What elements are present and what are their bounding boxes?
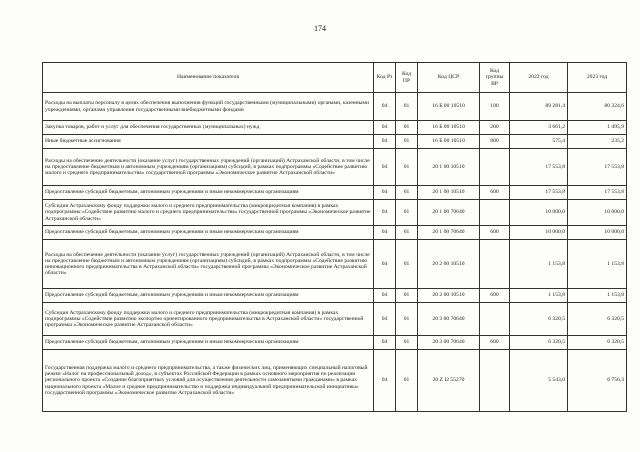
expense-type-code [480,200,510,226]
section-code: 04 [374,226,396,240]
amount-2023: 1 153,8 [568,289,627,303]
row-name: Государственная поддержка малого и среднего предпринимательства, а также физических лиц, применяющих специальный налоговый режим «Налог на профессиональный доход», в субъектах Российской Федерации в рамках основного мероприятия по реализации регионального проекта «Создание благоприятных условий для осуществления деятельности самозанятыми гражданами» в рамках национального проекта «Малое и среднее предпринимательство и поддержка индивидуальной предпринимательской инициативы» государственной программы «Экономическое развитие Астраханской области» [43,350,374,412]
amount-2023: 80 324,6 [568,93,627,121]
row-name: Иные бюджетные ассигнования [43,135,374,149]
column-header: Код Рз [374,63,396,93]
amount-2023: 17 553,8 [568,186,627,200]
subsection-code: 01 [396,200,418,226]
amount-2023: 10 000,0 [568,226,627,240]
row-name: Расходы на выплаты персоналу в целях обеспечения выполнения функций государственными (муниципальными) органами, казенными учреждениями, органами управления государственными внебюджетными фондами [43,93,374,121]
target-article-code: 20 1 00 10510 [418,186,480,200]
subsection-code: 01 [396,135,418,149]
subsection-code: 01 [396,303,418,336]
expense-type-code: 600 [480,186,510,200]
expense-type-code: 600 [480,226,510,240]
row-name: Предоставление субсидий бюджетным, автономным учреждениям и иным некоммерческим организациям [43,226,374,240]
table-row [43,121,627,135]
row-name: Предоставление субсидий бюджетным, автономным учреждениям и иным некоммерческим организациям [43,336,374,350]
amount-2022: 575,4 [510,135,568,149]
expense-type-code [480,240,510,289]
table-row [43,336,627,350]
expense-type-code: 800 [480,135,510,149]
expense-type-code: 200 [480,121,510,135]
target-article-code: 20 2 00 10510 [418,240,480,289]
target-article-code: 20 1 00 70640 [418,226,480,240]
target-article-code: 16 Б 00 10510 [418,93,480,121]
expense-type-code: 600 [480,289,510,303]
target-article-code: 20 Z I2 55270 [418,350,480,412]
expense-type-code [480,149,510,186]
amount-2022: 17 553,8 [510,186,568,200]
target-article-code: 20 1 00 70640 [418,200,480,226]
amount-2022: 6 320,5 [510,336,568,350]
target-article-code: 20 3 00 70640 [418,303,480,336]
expense-type-code [480,303,510,336]
amount-2022: 10 000,0 [510,226,568,240]
column-header: Код ЦСР [418,63,480,93]
amount-2023: 17 553,8 [568,149,627,186]
target-article-code: 20 2 00 10510 [418,289,480,303]
row-name: Расходы на обеспечение деятельности (оказание услуг) государственных учреждений (организаций) Астраханской области, в том числе на предоставление бюджетным и автономным учреждениям (организациям) субсидий, в рамках подпрограммы «Содействие развитию малого и среднего предпринимательства» государственной программы «Экономическое развитие Астраханской области» [43,149,374,186]
subsection-code: 01 [396,226,418,240]
expense-type-code [480,350,510,412]
column-header: 2023 год [568,63,627,93]
target-article-code: 20 1 00 10510 [418,149,480,186]
page-number: 174 [314,24,326,33]
subsection-code: 01 [396,240,418,289]
subsection-code: 01 [396,336,418,350]
section-code: 04 [374,303,396,336]
amount-2023: 1 153,8 [568,240,627,289]
table-row [43,149,627,186]
expense-type-code: 600 [480,336,510,350]
column-header: 2022 год [510,63,568,93]
section-code: 04 [374,200,396,226]
section-code: 04 [374,121,396,135]
column-header: Код группы ВР [480,63,510,93]
amount-2022: 6 320,5 [510,303,568,336]
section-code: 04 [374,240,396,289]
table-row [43,186,627,200]
row-name: Предоставление субсидий бюджетным, автономным учреждениям и иным некоммерческим организациям [43,289,374,303]
amount-2023: 235,2 [568,135,627,149]
amount-2022: 17 553,8 [510,149,568,186]
amount-2023: 1 495,9 [568,121,627,135]
amount-2022: 5 543,0 [510,350,568,412]
amount-2023: 10 000,0 [568,200,627,226]
subsection-code: 01 [396,186,418,200]
amount-2022: 1 153,8 [510,240,568,289]
row-name: Расходы на обеспечение деятельности (оказание услуг) государственных учреждений (организаций) Астраханской области, в том числе на предоставление бюджетным и автономным учреждениям (организациям) субсидий, в рамках подпрограммы «Содействие развитию инновационного предпринимательства в Астраханской области» государственной программы «Экономическое развитие Астраханской области» [43,240,374,289]
table-row [43,303,627,336]
subsection-code: 01 [396,93,418,121]
section-code: 04 [374,186,396,200]
amount-2023: 6 756,3 [568,350,627,412]
amount-2022: 10 000,0 [510,200,568,226]
row-name: Субсидия Астраханскому фонду поддержки малого и среднего предпринимательства (микрокредитная компания) в рамках подпрограммы «Содействие развитию малого и среднего предпринимательства» государственной программы «Экономическое развитие Астраханской области» [43,200,374,226]
subsection-code: 01 [396,350,418,412]
table-row [43,289,627,303]
row-name: Закупка товаров, работ и услуг для обеспечения государственных (муниципальных) нужд [43,121,374,135]
table-row [43,135,627,149]
budget-table [42,62,627,412]
section-code: 04 [374,336,396,350]
expense-type-code: 100 [480,93,510,121]
target-article-code: 16 Б 00 10510 [418,121,480,135]
row-name: Субсидия Астраханскому фонду поддержки малого и среднего предпринимательства (микрокредитная компания) в рамках подпрограммы «Содействие развитию экспортно ориентированного предпринимательства в Астраханской области» государственной программы «Экономическое развитие Астраханской области» [43,303,374,336]
column-header: Код ПР [396,63,418,93]
subsection-code: 01 [396,149,418,186]
subsection-code: 01 [396,121,418,135]
table-row [43,226,627,240]
column-header: Наименование показателя [43,63,374,93]
table-row [43,93,627,121]
table-row [43,350,627,412]
section-code: 04 [374,350,396,412]
section-code: 04 [374,149,396,186]
table-row [43,240,627,289]
table-header-row [43,63,627,93]
section-code: 04 [374,93,396,121]
target-article-code: 20 3 00 70640 [418,336,480,350]
table-row [43,200,627,226]
amount-2023: 6 320,5 [568,303,627,336]
amount-2022: 89 281,4 [510,93,568,121]
row-name: Предоставление субсидий бюджетным, автономным учреждениям и иным некоммерческим организациям [43,186,374,200]
amount-2022: 3 661,2 [510,121,568,135]
amount-2023: 6 320,5 [568,336,627,350]
section-code: 04 [374,135,396,149]
target-article-code: 16 Б 00 10510 [418,135,480,149]
subsection-code: 01 [396,289,418,303]
section-code: 04 [374,289,396,303]
amount-2022: 1 153,8 [510,289,568,303]
